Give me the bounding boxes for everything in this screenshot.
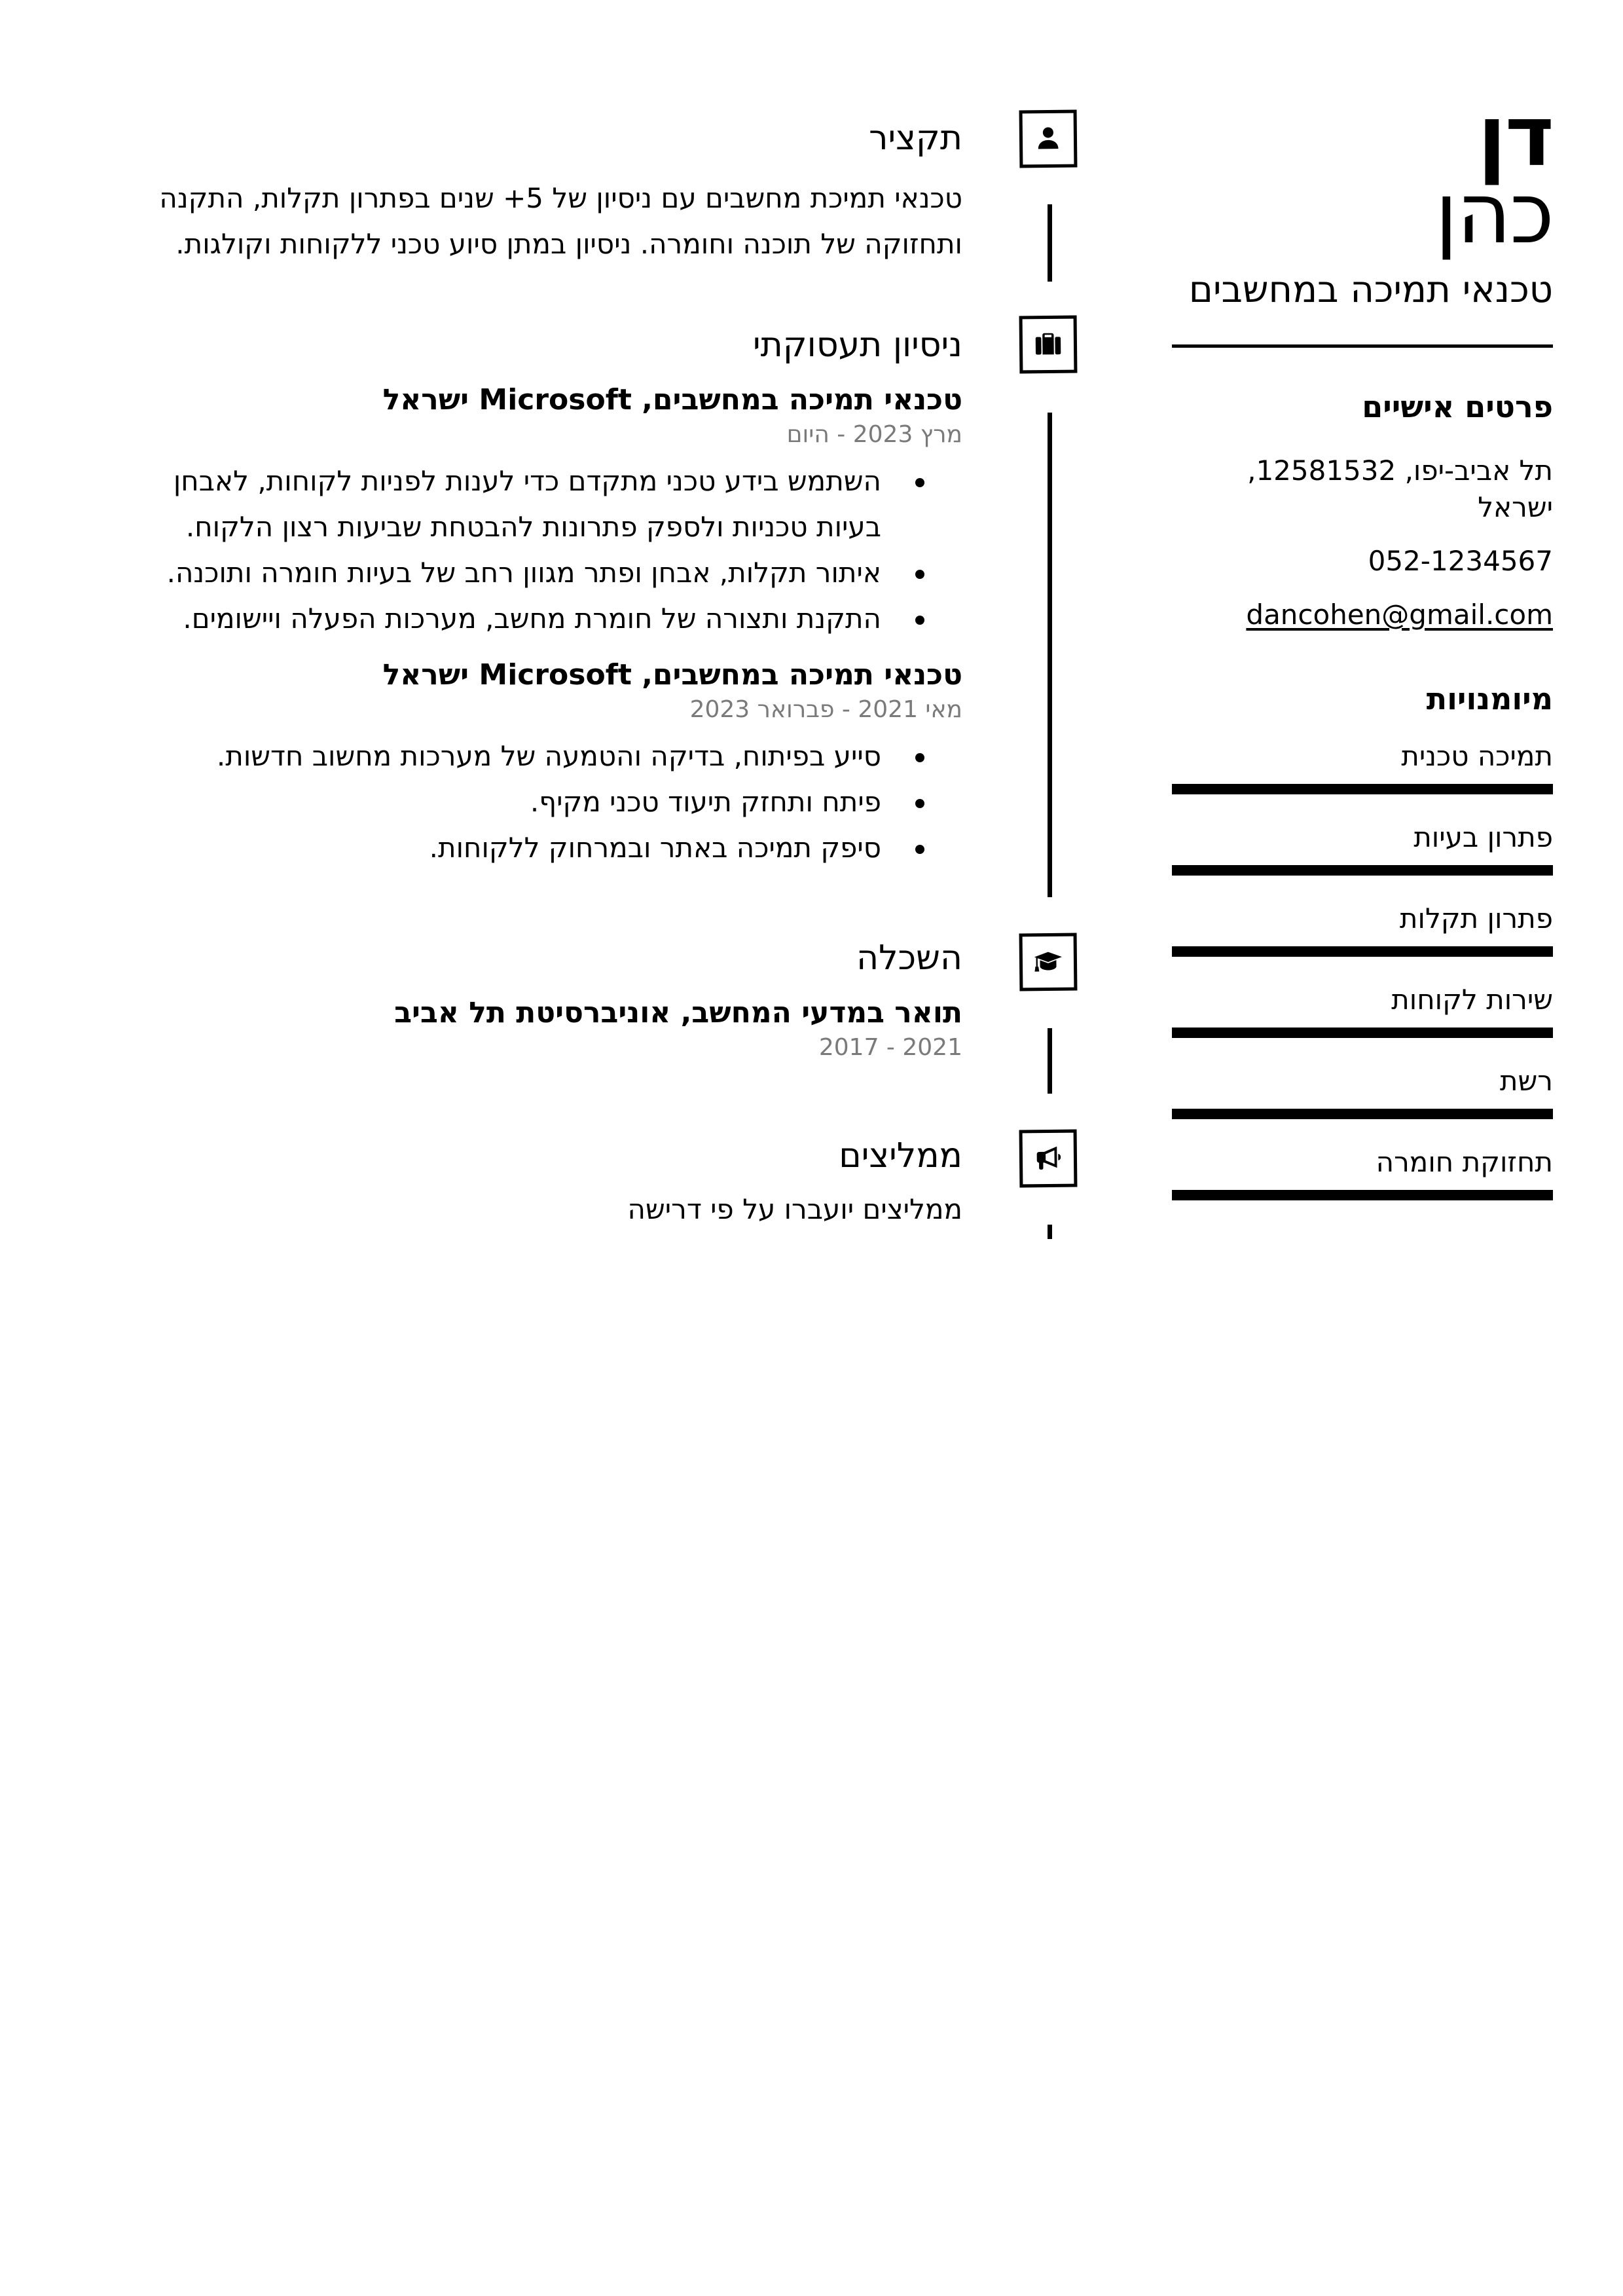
- timeline-line: [1048, 1225, 1052, 1239]
- bullet-item: סיפק תמיכה באתר ובמרחוק ללקוחות.: [111, 825, 881, 871]
- experience-heading: ניסיון תעסוקתי: [752, 325, 962, 365]
- skill-level-bar: [1172, 1028, 1553, 1038]
- megaphone-icon: [1033, 1143, 1063, 1174]
- skills-list: [1172, 738, 1553, 1200]
- skill-level-bar: [1172, 865, 1553, 876]
- skill-level-bar: [1172, 1190, 1553, 1200]
- entry-dates: מרץ 2023 - היום: [786, 421, 962, 448]
- user-icon: [1033, 124, 1063, 154]
- entry-title: טכנאי תמיכה במחשבים, Microsoft ישראל: [382, 383, 962, 417]
- experience-section: [111, 322, 962, 871]
- job-title: טכנאי תמיכה במחשבים: [1188, 268, 1553, 311]
- bullet-item: התקנת ותצורה של חומרת מחשב, מערכות הפעלה ויישומים.: [111, 596, 881, 642]
- education-heading: השכלה: [856, 938, 962, 978]
- education-entry: [111, 994, 962, 1064]
- experience-entry: [111, 656, 962, 871]
- skill-item: [1172, 1144, 1553, 1200]
- entry-dates: מאי 2021 - פברואר 2023: [689, 696, 962, 723]
- briefcase-icon: [1033, 329, 1063, 360]
- skill-label: פתרון תקלות: [1399, 902, 1553, 935]
- summary-icon-box: [1019, 110, 1078, 168]
- experience-icon-box: [1019, 316, 1078, 374]
- bullet-item: סייע בפיתוח, בדיקה והטמעה של מערכות מחשוב חדשות.: [111, 733, 881, 779]
- skill-item: [1172, 1063, 1553, 1119]
- skill-item: [1172, 900, 1553, 957]
- last-name: כהן: [1434, 165, 1553, 263]
- sidebar: [1172, 88, 1553, 1200]
- skill-item: [1172, 819, 1553, 876]
- email-link[interactable]: dancohen@gmail.com: [1246, 599, 1553, 631]
- bullet-item: פיתח ותחזק תיעוד טכני מקיף.: [111, 779, 881, 825]
- skills-heading: מיומנויות: [1426, 681, 1553, 716]
- references-section: [111, 1133, 962, 1232]
- experience-entry: [111, 381, 962, 642]
- email-row: [1172, 597, 1553, 633]
- summary-heading: תקציר: [869, 119, 962, 158]
- skill-label: שירות לקוחות: [1391, 984, 1553, 1016]
- first-name: דן: [1477, 88, 1553, 185]
- timeline-line: [1048, 413, 1052, 897]
- skill-level-bar: [1172, 946, 1553, 957]
- bullet-item: איתור תקלות, אבחן ופתר מגוון רחב של בעיות חומרה ותוכנה.: [111, 550, 881, 596]
- entry-title: טכנאי תמיכה במחשבים, Microsoft ישראל: [382, 658, 962, 692]
- skill-label: פתרון בעיות: [1413, 821, 1553, 853]
- education-icon-box: [1019, 933, 1078, 991]
- summary-section: [111, 115, 962, 267]
- skill-level-bar: [1172, 784, 1553, 794]
- entry-dates: 2017 - 2021: [818, 1034, 962, 1061]
- timeline-line: [1048, 1028, 1052, 1094]
- address: תל אביב-יפו, 12581532, ישראל: [1247, 454, 1553, 523]
- graduation-cap-icon: [1033, 947, 1063, 977]
- personal-details-heading: פרטים אישיים: [1362, 389, 1553, 424]
- timeline-line: [1048, 204, 1052, 282]
- phone: [1172, 543, 1553, 580]
- skill-level-bar: [1172, 1109, 1553, 1119]
- references-icon-box: [1019, 1130, 1078, 1188]
- entry-bullets: [111, 733, 962, 871]
- skill-item: [1172, 738, 1553, 794]
- education-section: [111, 935, 962, 1064]
- skill-item: [1172, 982, 1553, 1038]
- bullet-item: השתמש בידע טכני מתקדם כדי לענות לפניות לקוחות, לאבחן בעיות טכניות ולספק פתרונות להבטחת שביעות רצון הלקוח.: [111, 458, 881, 550]
- header-divider: [1172, 344, 1553, 348]
- entry-title: תואר במדעי המחשב, אוניברסיטת תל אביב: [394, 996, 962, 1029]
- references-heading: ממליצים: [839, 1136, 962, 1176]
- phone-number: 052-1234567: [1368, 545, 1553, 577]
- references-text: ממליצים יועברו על פי דרישה: [627, 1193, 962, 1225]
- summary-text: טכנאי תמיכת מחשבים עם ניסיון של 5+ שנים בפתרון תקלות, התקנה ותחזוקה של תוכנה וחומרה. ניסיון במתן סיוע טכני ללקוחות וקולגות.: [159, 182, 962, 260]
- skill-label: תחזוקת חומרה: [1376, 1146, 1553, 1178]
- entry-bullets: [111, 458, 962, 642]
- skill-label: תמיכה טכנית: [1401, 740, 1553, 772]
- skill-label: רשת: [1499, 1065, 1553, 1097]
